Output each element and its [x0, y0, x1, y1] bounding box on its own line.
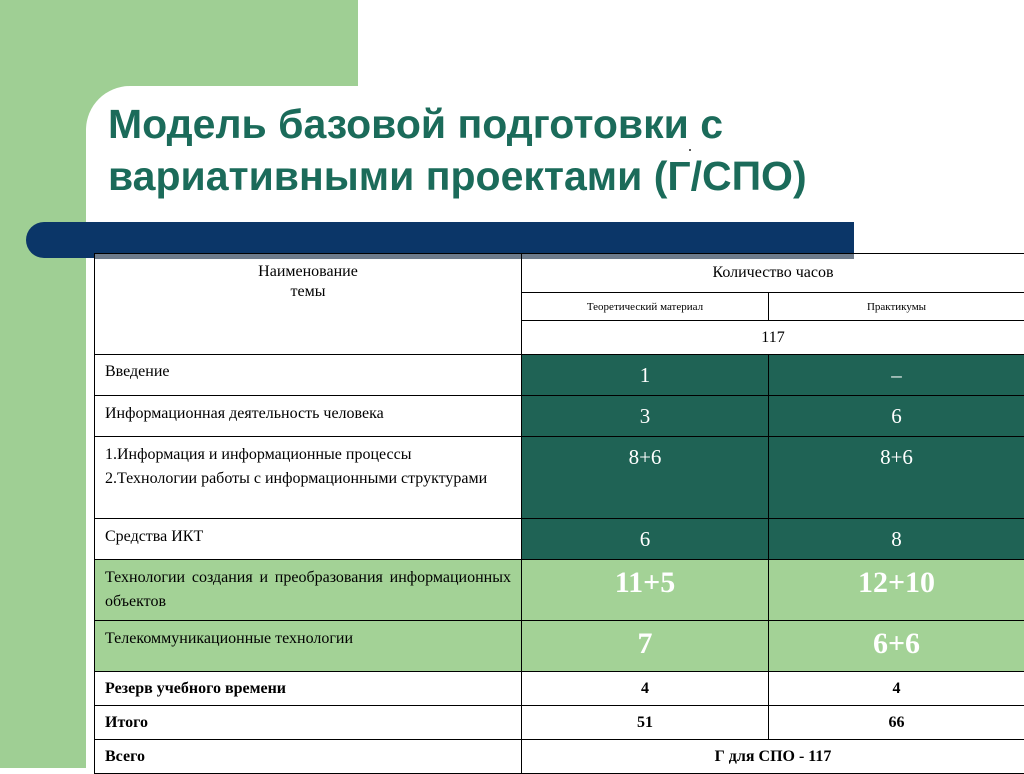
table-row [95, 519, 1024, 560]
practice-hours: 66 [769, 706, 1024, 740]
practice-hours: 8+6 [769, 437, 1024, 519]
header-topic-line-2: темы [95, 282, 521, 302]
topic-name: Резерв учебного времени [95, 672, 522, 706]
hours-table [94, 253, 1024, 774]
theory-hours: 4 [522, 672, 769, 706]
theory-hours: 6 [522, 519, 769, 560]
table-row [95, 621, 1024, 672]
header-topic-line-1: Наименование [95, 262, 521, 282]
topic-name: Телекоммуникационные технологии [95, 621, 522, 672]
topic-name: Информационная деятельность человека [95, 396, 522, 437]
topic-name: Технологии создания и преобразования информационных объектов [95, 560, 522, 621]
table-row [95, 706, 1024, 740]
total-value: Г для СПО - 117 [522, 740, 1024, 774]
practice-hours: 6+6 [769, 621, 1024, 672]
table-row [95, 560, 1024, 621]
topic-name: Введение [95, 355, 522, 396]
header-total-hours: 117 [522, 321, 1024, 355]
topic-name: 1.Информация и информационные процессы 2.Технологии работы с информационными структурами [95, 437, 522, 519]
header-practice: Практикумы [769, 293, 1024, 321]
title-dot-mark [689, 149, 691, 151]
table-row [95, 396, 1024, 437]
practice-hours: 8 [769, 519, 1024, 560]
slide-title [108, 98, 988, 202]
theory-hours: 7 [522, 621, 769, 672]
theory-hours: 8+6 [522, 437, 769, 519]
practice-hours: 6 [769, 396, 1024, 437]
practice-hours: – [769, 355, 1024, 396]
table-row [95, 355, 1024, 396]
practice-hours: 12+10 [769, 560, 1024, 621]
header-hours: Количество часов [522, 254, 1024, 293]
header-row [95, 254, 1024, 293]
theory-hours: 11+5 [522, 560, 769, 621]
theory-hours: 51 [522, 706, 769, 740]
topic-name: Всего [95, 740, 522, 774]
slide-title-line-2: вариативными проектами (Г/СПО) [108, 150, 988, 202]
header-theory: Теоретический материал [522, 293, 769, 321]
practice-hours: 4 [769, 672, 1024, 706]
table-row-total [95, 740, 1024, 774]
header-topic-name [95, 254, 522, 355]
table-row [95, 672, 1024, 706]
topic-name: Итого [95, 706, 522, 740]
slide-title-line-1: Модель базовой подготовки с [108, 98, 988, 150]
theory-hours: 1 [522, 355, 769, 396]
theory-hours: 3 [522, 396, 769, 437]
table-row [95, 437, 1024, 519]
topic-name: Средства ИКТ [95, 519, 522, 560]
